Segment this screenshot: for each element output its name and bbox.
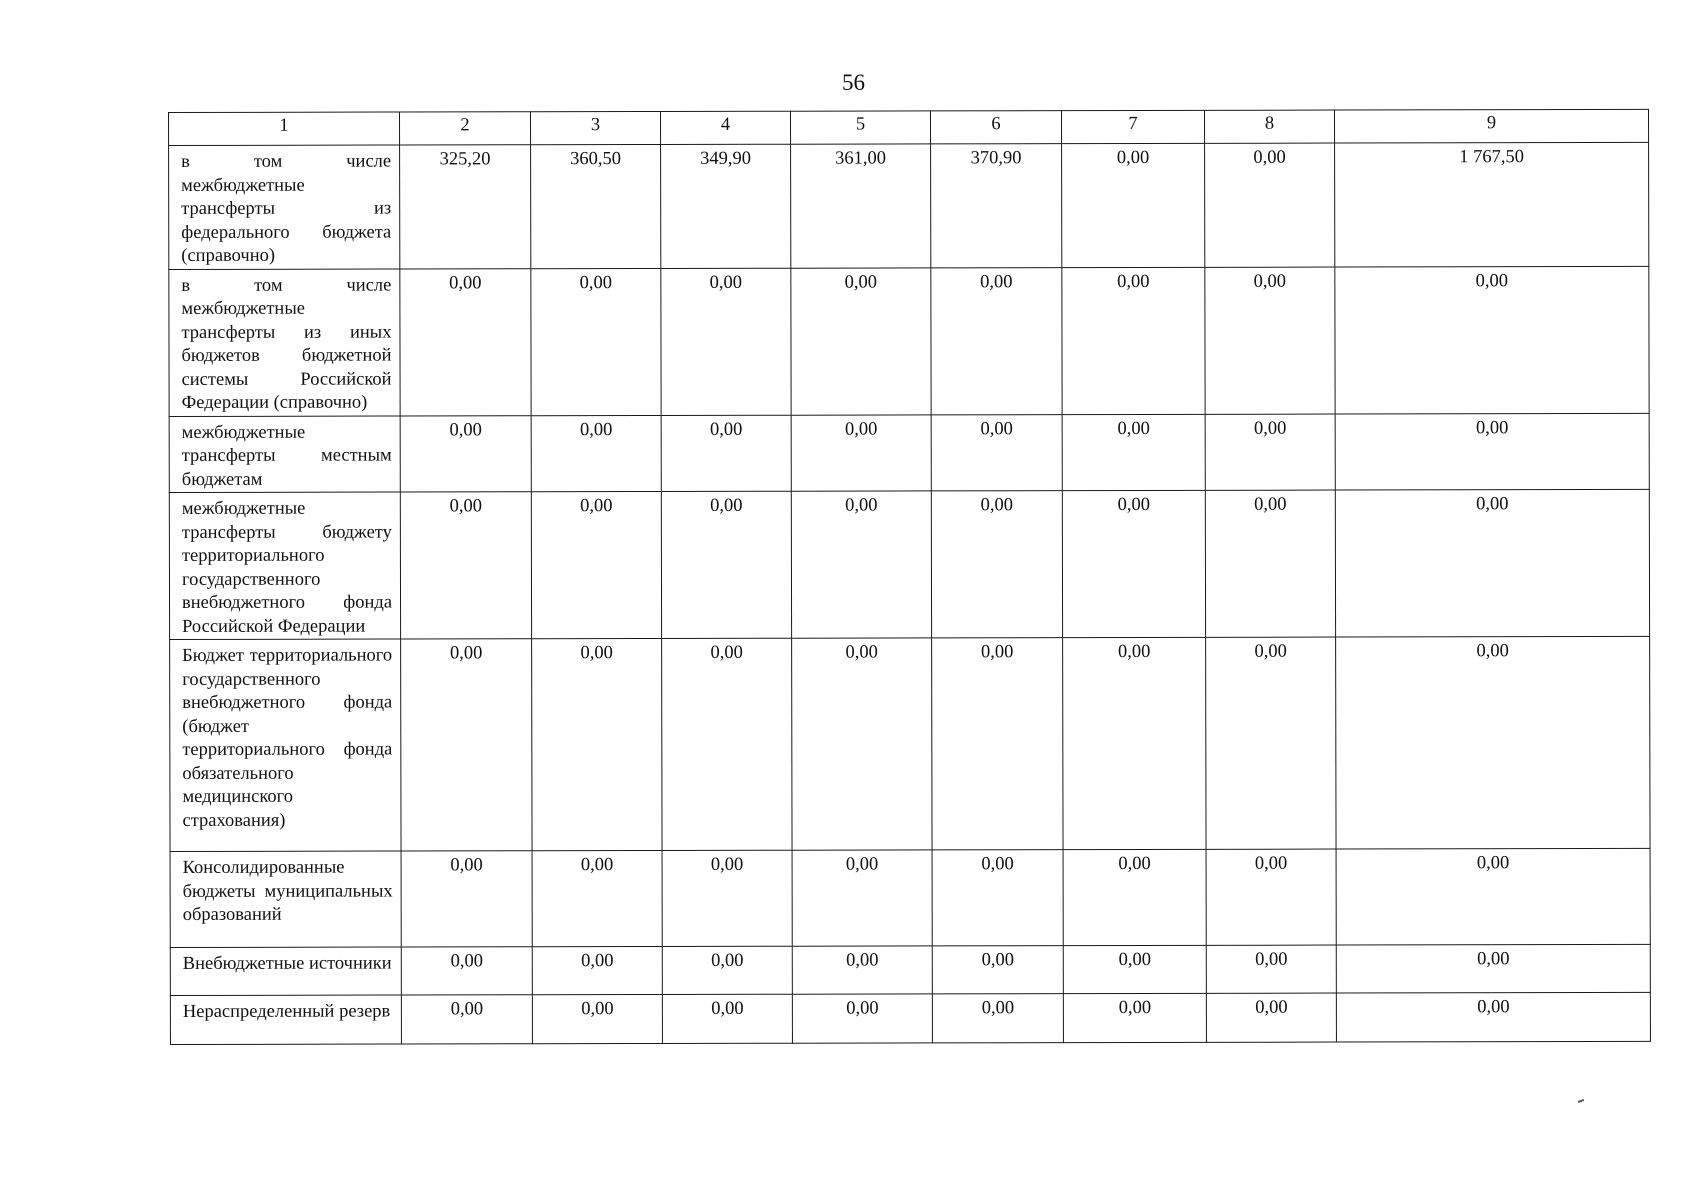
table-cell: 0,00 xyxy=(1336,636,1650,849)
budget-table xyxy=(168,109,1651,1045)
table-cell: 0,00 xyxy=(791,267,931,414)
column-header-7: 7 xyxy=(1061,110,1204,143)
column-header-4: 4 xyxy=(660,111,790,144)
table-cell: 0,00 xyxy=(1336,848,1650,945)
table-cell: 0,00 xyxy=(532,638,662,850)
table-cell: 0,00 xyxy=(791,414,931,491)
row-label: Нераспределенный резерв xyxy=(170,995,401,1044)
table-row xyxy=(170,848,1650,947)
table-cell: 0,00 xyxy=(662,850,792,946)
table-cell: 0,00 xyxy=(1206,849,1336,945)
row-label: в том числе межбюджетные трансферты из иных бюджетов бюджетной системы Российской Федерации (справочно) xyxy=(169,269,400,416)
table-cell: 0,00 xyxy=(931,267,1062,414)
table-row xyxy=(170,944,1650,995)
table-cell: 0,00 xyxy=(1205,490,1335,637)
row-label: Внебюджетные источники xyxy=(170,947,401,995)
row-label: межбюджетные трансферты бюджету территориального государственного внебюджетного фонда Российской Федерации xyxy=(169,492,400,639)
row-label: межбюджетные трансферты местным бюджетам xyxy=(169,416,400,493)
table-cell: 0,00 xyxy=(932,946,1063,994)
table-cell: 0,00 xyxy=(532,994,662,1043)
row-label: Бюджет территориального государственного внебюджетного фонда (бюджет территориального фонда обязательного медицинского страхования) xyxy=(170,639,401,851)
row-label: Консолидированные бюджеты муниципальных образований xyxy=(170,851,401,947)
table-cell: 0,00 xyxy=(1062,490,1205,637)
table-cell: 0,00 xyxy=(1336,944,1650,993)
table-cell: 0,00 xyxy=(1063,637,1206,849)
table-cell: 361,00 xyxy=(791,144,931,268)
header-row xyxy=(169,109,1649,145)
table-cell: 0,00 xyxy=(1205,143,1335,267)
table-cell: 325,20 xyxy=(400,145,531,269)
table-cell: 0,00 xyxy=(1205,414,1335,491)
table-cell: 0,00 xyxy=(661,268,791,415)
table-cell: 0,00 xyxy=(401,851,532,947)
table-cell: 0,00 xyxy=(792,946,932,994)
table-cell: 0,00 xyxy=(531,268,661,415)
table-cell: 0,00 xyxy=(931,491,1062,638)
column-header-5: 5 xyxy=(790,111,930,144)
column-header-9: 9 xyxy=(1334,109,1648,143)
column-header-8: 8 xyxy=(1204,110,1334,143)
table-cell: 0,00 xyxy=(1205,267,1335,414)
scan-speck xyxy=(1578,1099,1584,1103)
table-cell: 0,00 xyxy=(932,994,1063,1043)
table-cell: 0,00 xyxy=(1063,945,1206,993)
table-cell: 0,00 xyxy=(1206,945,1336,993)
table-cell: 0,00 xyxy=(932,638,1063,850)
table-cell: 0,00 xyxy=(792,850,932,946)
table-cell: 1 767,50 xyxy=(1335,142,1649,266)
column-header-1: 1 xyxy=(169,112,400,145)
table-cell: 0,00 xyxy=(1335,266,1649,414)
table-cell: 0,00 xyxy=(1062,414,1205,491)
table-cell: 0,00 xyxy=(532,850,662,946)
column-header-3: 3 xyxy=(531,111,661,144)
table-cell: 0,00 xyxy=(400,492,531,639)
table-cell: 0,00 xyxy=(1206,993,1336,1042)
row-label: в том числе межбюджетные трансферты из федерального бюджета (справочно) xyxy=(169,145,400,269)
table-cell: 0,00 xyxy=(401,639,532,851)
table-cell: 0,00 xyxy=(791,491,931,638)
table-cell: 0,00 xyxy=(931,414,1062,491)
column-header-2: 2 xyxy=(400,112,531,145)
table-row xyxy=(169,266,1649,416)
table-cell: 0,00 xyxy=(1336,992,1650,1042)
table-cell: 0,00 xyxy=(400,415,531,492)
table-cell: 0,00 xyxy=(792,994,932,1043)
table-row xyxy=(169,413,1649,493)
table-cell: 0,00 xyxy=(662,994,792,1043)
page-number: 56 xyxy=(842,70,865,95)
table-cell: 0,00 xyxy=(401,947,532,995)
table-cell: 0,00 xyxy=(1063,849,1206,945)
table-cell: 0,00 xyxy=(1335,413,1649,490)
table-cell: 0,00 xyxy=(532,946,662,994)
table-cell: 349,90 xyxy=(661,144,791,268)
column-header-6: 6 xyxy=(930,111,1061,144)
table-cell: 370,90 xyxy=(931,144,1062,268)
table-cell: 360,50 xyxy=(531,144,661,268)
table-row xyxy=(170,992,1650,1044)
table-cell: 0,00 xyxy=(662,946,792,994)
table-cell: 0,00 xyxy=(661,415,791,492)
table-cell: 0,00 xyxy=(401,995,532,1044)
budget-table-container xyxy=(168,109,1650,1045)
table-cell: 0,00 xyxy=(1335,489,1649,637)
table-row xyxy=(169,489,1649,639)
table-cell: 0,00 xyxy=(662,638,792,850)
table-cell: 0,00 xyxy=(792,638,932,850)
table-cell: 0,00 xyxy=(661,491,791,638)
table-row xyxy=(170,636,1650,851)
table-cell: 0,00 xyxy=(400,268,531,415)
table-cell: 0,00 xyxy=(531,415,661,492)
table-cell: 0,00 xyxy=(1063,993,1206,1042)
table-row xyxy=(169,142,1649,269)
table-cell: 0,00 xyxy=(932,850,1063,946)
table-cell: 0,00 xyxy=(1062,143,1205,267)
table-cell: 0,00 xyxy=(1206,637,1336,849)
table-cell: 0,00 xyxy=(1062,267,1205,414)
table-cell: 0,00 xyxy=(531,491,661,638)
